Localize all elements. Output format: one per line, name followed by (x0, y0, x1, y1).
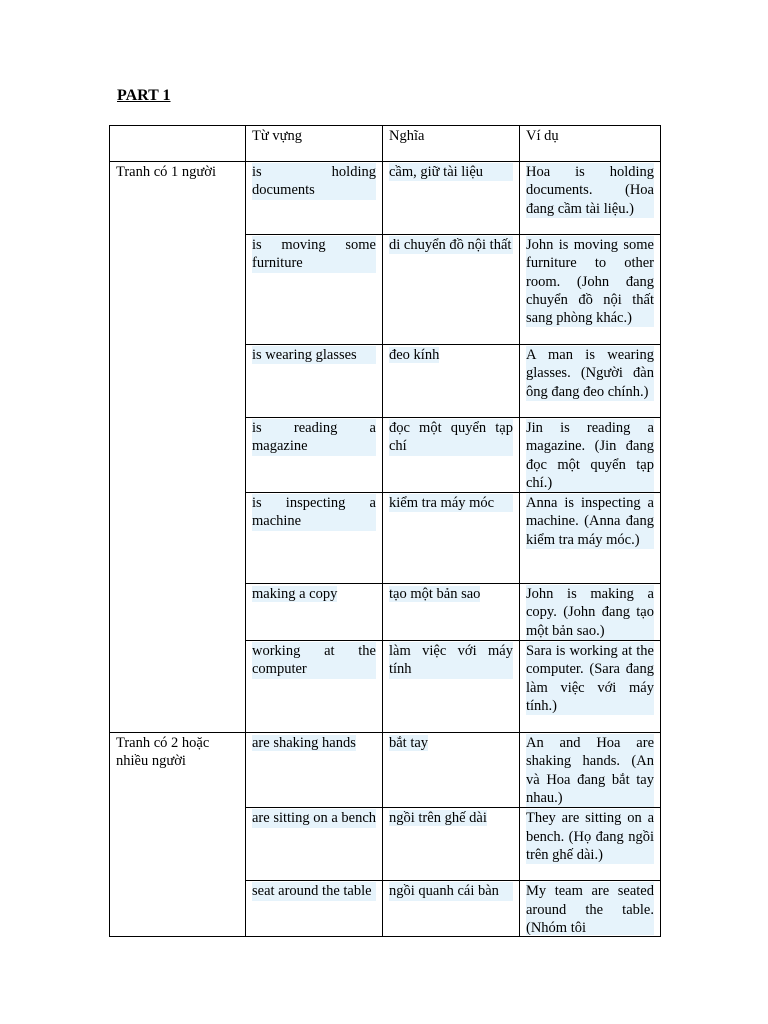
example-cell (520, 584, 661, 641)
vocab-text: are shaking hands (252, 735, 356, 752)
vocab-text: is holding documents (252, 164, 376, 199)
meaning-text: làm việc với máy tính (389, 643, 513, 678)
vocab-cell (246, 235, 383, 345)
meaning-cell (383, 733, 520, 808)
example-cell (520, 345, 661, 418)
vocab-cell (246, 162, 383, 235)
meaning-text: ngồi trên ghế dài (389, 810, 487, 827)
vocab-cell (246, 808, 383, 881)
vocab-text: seat around the table (252, 882, 376, 900)
meaning-cell (383, 881, 520, 937)
vocab-text: are sitting on a bench (252, 810, 377, 827)
meaning-text: tạo một bản sao (389, 586, 481, 603)
example-cell (520, 162, 661, 235)
vocab-text: making a copy (252, 586, 338, 603)
example-text: They are sitting on a bench. (Họ đang ngồi trên ghế dài.) (526, 810, 654, 863)
meaning-text: đeo kính (389, 347, 440, 363)
meaning-text: bắt tay (389, 735, 429, 752)
header-meaning: Nghĩa (383, 126, 520, 162)
vocabulary-table (109, 125, 661, 937)
example-cell (520, 808, 661, 881)
category-cell: Tranh có 2 hoặc nhiều người (110, 733, 246, 937)
example-text: John is making a copy. (John đang tạo một bản sao.) (526, 586, 654, 639)
table-row (110, 162, 661, 235)
part-title: PART 1 (117, 87, 171, 104)
example-cell (520, 641, 661, 733)
vocab-cell (246, 584, 383, 641)
meaning-cell (383, 345, 520, 418)
vocab-text: is moving some furniture (252, 237, 376, 272)
table-header-row (110, 126, 661, 162)
example-text: A man is wearing glasses. (Người đàn ông đang đeo chính.) (526, 347, 654, 400)
example-text: John is moving some furniture to other room. (John đang chuyển đồ nội thất sang phòng khác.) (526, 237, 654, 327)
meaning-text: di chuyển đồ nội thất (389, 237, 512, 253)
example-cell (520, 418, 661, 493)
category-cell: Tranh có 1 người (110, 162, 246, 733)
vocab-text: is wearing glasses (252, 346, 376, 364)
vocab-text: is reading a magazine (252, 420, 376, 455)
example-cell (520, 235, 661, 345)
table-row (110, 733, 661, 808)
example-text: Anna is inspecting a machine. (Anna đang kiểm tra máy móc.) (526, 495, 654, 548)
vocab-cell (246, 418, 383, 493)
example-text: My team are seated around the table. (Nhóm tôi (526, 883, 654, 936)
vocab-text: working at the computer (252, 643, 376, 678)
example-text: Jin is reading a magazine. (Jin đang đọc một quyển tạp chí.) (526, 420, 654, 491)
meaning-cell (383, 808, 520, 881)
example-cell (520, 493, 661, 584)
meaning-cell (383, 235, 520, 345)
meaning-text: cầm, giữ tài liệu (389, 163, 513, 181)
example-text: Hoa is holding documents. (Hoa đang cầm tài liệu.) (526, 164, 654, 217)
vocab-cell (246, 881, 383, 937)
meaning-cell (383, 418, 520, 493)
example-text: An and Hoa are shaking hands. (An và Hoa đang bắt tay nhau.) (526, 735, 654, 806)
meaning-text: đọc một quyển tạp chí (389, 420, 513, 455)
example-text: Sara is working at the computer. (Sara đang làm việc với máy tính.) (526, 643, 654, 714)
header-example: Ví dụ (520, 126, 661, 162)
meaning-cell (383, 584, 520, 641)
header-vocabulary: Từ vựng (246, 126, 383, 162)
vocab-cell (246, 493, 383, 584)
vocab-text: is inspecting a machine (252, 495, 376, 530)
vocab-cell (246, 345, 383, 418)
meaning-text: ngồi quanh cái bàn (389, 882, 513, 900)
meaning-cell (383, 493, 520, 584)
meaning-cell (383, 641, 520, 733)
vocab-cell (246, 733, 383, 808)
example-cell (520, 733, 661, 808)
example-cell (520, 881, 661, 937)
vocab-cell (246, 641, 383, 733)
header-category (110, 126, 246, 162)
meaning-cell (383, 162, 520, 235)
meaning-text: kiểm tra máy móc (389, 494, 513, 512)
